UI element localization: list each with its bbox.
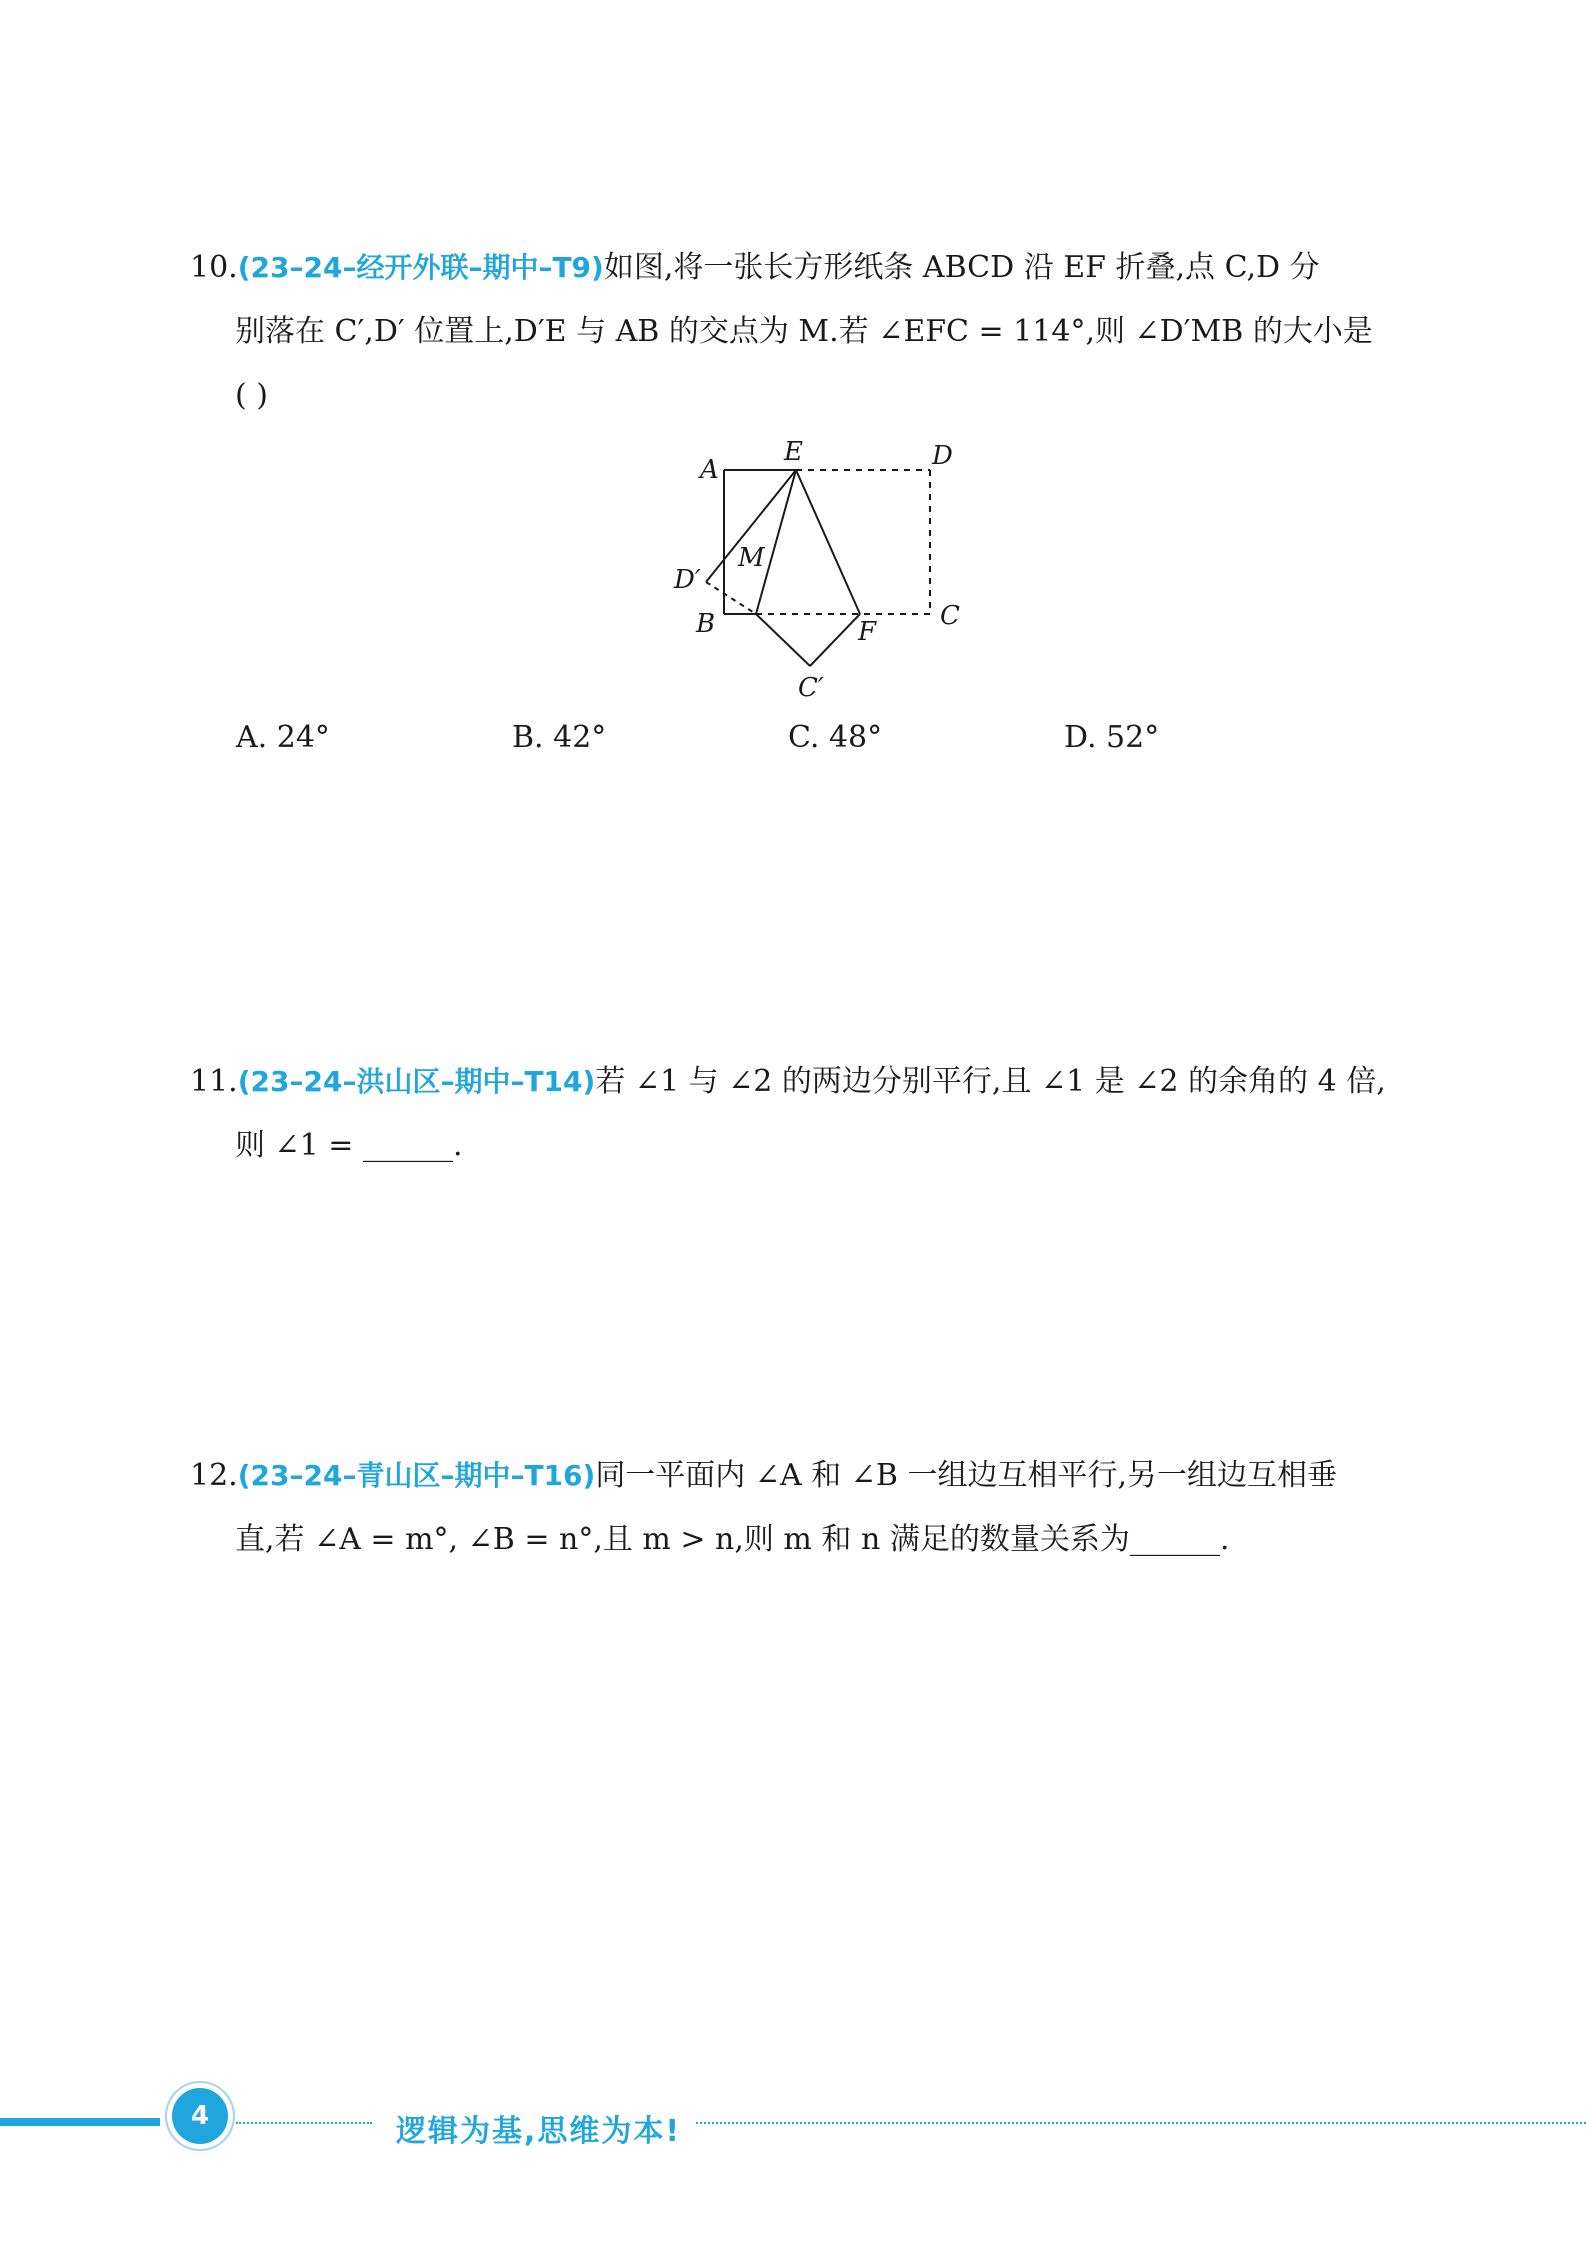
label-D: D xyxy=(932,441,953,471)
question-10-line-1 xyxy=(190,236,1430,300)
label-M: M xyxy=(738,543,765,573)
label-F: F xyxy=(858,617,877,647)
segment-C'F xyxy=(810,614,860,666)
footer-bar xyxy=(0,2118,160,2126)
question-source-tag: (23–24–经开外联–期中–T9) xyxy=(237,251,604,284)
question-text: 同一平面内 ∠A 和 ∠B 一组边互相平行,另一组边互相垂 xyxy=(595,1458,1337,1493)
question-number: 10. xyxy=(190,250,238,285)
label-C-prime: C′ xyxy=(798,673,824,703)
choice-b[interactable]: B. 42° xyxy=(512,720,607,755)
question-text-with-blank[interactable]: 直,若 ∠A = m°, ∠B = n°,且 m > n,则 m 和 n 满足的数量关系为______. xyxy=(235,1522,1230,1557)
question-number: 11. xyxy=(190,1064,238,1099)
question-12 xyxy=(190,1444,1430,1572)
answer-parentheses[interactable]: ( ) xyxy=(235,378,268,413)
question-text-with-blank[interactable]: 则 ∠1 = ______. xyxy=(235,1128,463,1163)
question-text: 别落在 C′,D′ 位置上,D′E 与 AB 的交点为 M.若 ∠EFC = 114°,则 ∠D′MB 的大小是 xyxy=(235,314,1373,349)
label-D-prime: D′ xyxy=(674,565,701,595)
choice-c[interactable]: C. 48° xyxy=(788,720,883,755)
folding-diagram xyxy=(666,434,986,714)
question-11-line-2[interactable] xyxy=(190,1114,1430,1178)
question-11-line-1 xyxy=(190,1050,1430,1114)
choice-d[interactable]: D. 52° xyxy=(1064,720,1160,755)
question-source-tag: (23–24–洪山区–期中–T14) xyxy=(237,1065,596,1098)
question-text: 若 ∠1 与 ∠2 的两边分别平行,且 ∠1 是 ∠2 的余角的 4 倍, xyxy=(595,1064,1386,1099)
page-number-badge: 4 xyxy=(172,2088,228,2144)
segment-C'-side xyxy=(756,614,810,666)
segment-EM-line xyxy=(756,470,796,614)
question-source-tag: (23–24–青山区–期中–T16) xyxy=(237,1459,596,1492)
footer-divider-right xyxy=(696,2122,1586,2124)
choice-a[interactable]: A. 24° xyxy=(236,720,330,755)
label-A: A xyxy=(700,455,719,485)
question-12-line-2[interactable] xyxy=(190,1508,1430,1572)
label-B: B xyxy=(696,609,716,639)
question-10-line-2 xyxy=(190,300,1430,364)
segment-EF xyxy=(796,470,860,614)
question-10 xyxy=(190,236,1430,428)
label-E: E xyxy=(784,437,803,467)
label-C: C xyxy=(940,601,960,631)
question-11 xyxy=(190,1050,1430,1178)
question-number: 12. xyxy=(190,1458,238,1493)
question-text: 如图,将一张长方形纸条 ABCD 沿 EF 折叠,点 C,D 分 xyxy=(603,250,1320,285)
question-12-line-1 xyxy=(190,1444,1430,1508)
footer-slogan: 逻辑为基,思维为本! xyxy=(396,2114,682,2149)
footer-divider-left xyxy=(236,2122,372,2124)
